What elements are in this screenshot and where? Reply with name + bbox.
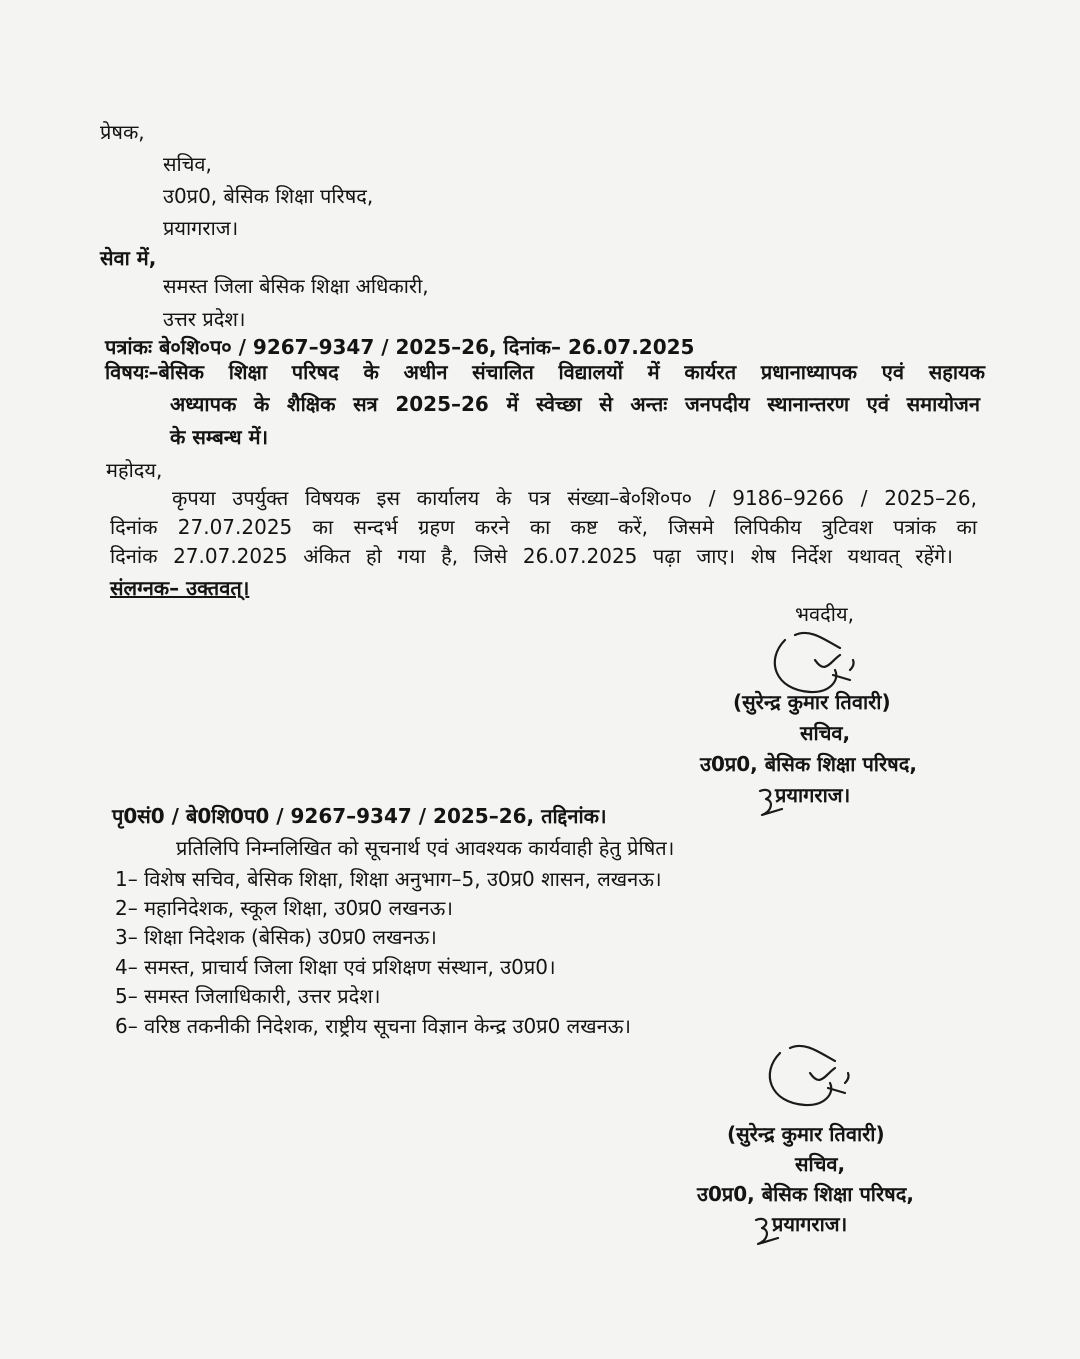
signatory-office-1: उ0प्र0, बेसिक शिक्षा परिषद, xyxy=(700,752,917,776)
signatory-city-1: प्रयागराज। xyxy=(775,783,851,807)
subject-line-3: के सम्बन्ध में। xyxy=(170,425,269,449)
copy-item-2: 2– महानिदेशक, स्कूल शिक्षा, उ0प्र0 लखनऊ। xyxy=(115,896,453,920)
recipient-line-2: उत्तर प्रदेश। xyxy=(163,307,246,331)
subject-line-2: अध्यापक के शैक्षिक सत्र 2025–26 में स्वेच्छा से अन्तः जनपदीय स्थानान्तरण एवं समायोजन xyxy=(170,392,980,416)
body-line-1: कृपया उपर्युक्त विषयक इस कार्यालय के पत्र संख्या–बे०शि०प० / 9186–9266 / 2025–26, xyxy=(172,486,977,510)
sender-line-1: सचिव, xyxy=(163,152,212,176)
recipient-label: सेवा में, xyxy=(100,246,157,270)
closing: भवदीय, xyxy=(795,602,854,626)
sender-label: प्रेषक, xyxy=(100,120,145,144)
letter-reference: पत्रांकः बे०शि०प० / 9267–9347 / 2025–26, दिनांक– 26.07.2025 xyxy=(105,335,695,359)
recipient-line-1: समस्त जिला बेसिक शिक्षा अधिकारी, xyxy=(163,274,429,298)
signatory-name-1: (सुरेन्द्र कुमार तिवारी) xyxy=(733,690,891,714)
copy-item-3: 3– शिक्षा निदेशक (बेसिक) उ0प्र0 लखनऊ। xyxy=(115,925,437,949)
sender-line-3: प्रयागराज। xyxy=(163,216,239,240)
enclosure: संलग्नक– उक्तवत्। xyxy=(110,576,250,600)
signatory-office-2: उ0प्र0, बेसिक शिक्षा परिषद, xyxy=(697,1182,914,1206)
subject-line-1: विषयः–बेसिक शिक्षा परिषद के अधीन संचालित विद्यालयों में कार्यरत प्रधानाध्यापक एवं सहायक xyxy=(105,360,985,384)
copy-item-5: 5– समस्त जिलाधिकारी, उत्तर प्रदेश। xyxy=(115,984,381,1008)
signatory-city-2: प्रयागराज। xyxy=(772,1212,848,1236)
copy-reference: पृ0सं0 / बे0शि0प0 / 9267–9347 / 2025–26, तद्दिनांक। xyxy=(112,804,607,828)
sender-line-2: उ0प्र0, बेसिक शिक्षा परिषद, xyxy=(163,184,374,208)
initials-mark-2 xyxy=(748,1214,788,1250)
signatory-designation-2: सचिव, xyxy=(795,1152,846,1176)
signatory-designation-1: सचिव, xyxy=(800,721,851,745)
signature-2 xyxy=(750,1035,880,1115)
copy-item-6: 6– वरिष्ठ तकनीकी निदेशक, राष्ट्रीय सूचना विज्ञान केन्द्र उ0प्र0 लखनऊ। xyxy=(115,1014,631,1038)
signatory-name-2: (सुरेन्द्र कुमार तिवारी) xyxy=(727,1122,885,1146)
copy-item-1: 1– विशेष सचिव, बेसिक शिक्षा, शिक्षा अनुभाग–5, उ0प्र0 शासन, लखनऊ। xyxy=(115,867,662,891)
body-line-2: दिनांक 27.07.2025 का सन्दर्भ ग्रहण करने का कष्ट करें, जिसमे लिपिकीय त्रुटिवश पत्रांक का xyxy=(110,515,977,539)
copy-intro: प्रतिलिपि निम्नलिखित को सूचनार्थ एवं आवश्यक कार्यवाही हेतु प्रेषित। xyxy=(176,836,675,860)
copy-item-4: 4– समस्त, प्राचार्य जिला शिक्षा एवं प्रशिक्षण संस्थान, उ0प्र0। xyxy=(115,955,556,979)
body-line-3: दिनांक 27.07.2025 अंकित हो गया है, जिसे 26.07.2025 पढ़ा जाए। शेष निर्देश यथावत् रहेंगे। xyxy=(110,544,953,568)
initials-mark-1 xyxy=(752,785,792,821)
salutation: महोदय, xyxy=(106,458,163,482)
